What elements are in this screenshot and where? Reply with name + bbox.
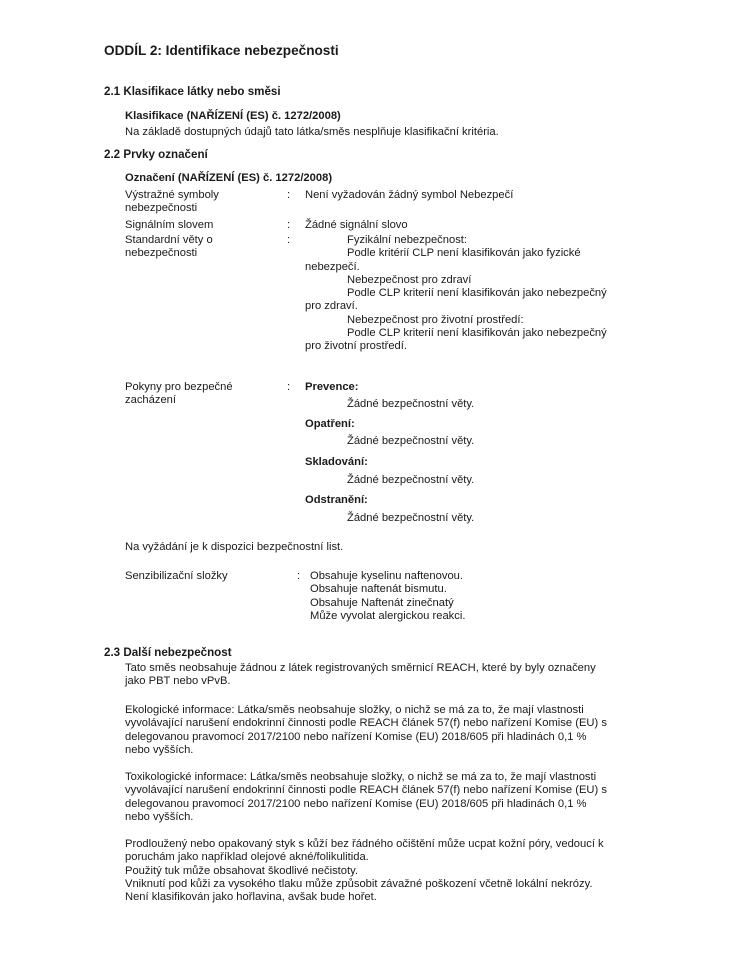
classification-text: Na základě dostupných údajů tato látka/směs nesplňuje klasifikační kritéria. xyxy=(125,126,499,138)
text-line: Tato směs neobsahuje žádnou z látek registrovaných směrnicí REACH, které by byly označeny xyxy=(125,662,596,674)
text-line: Toxikologické informace: Látka/směs neobsahuje složky, o nichž se má za to, že mají vlastnosti xyxy=(125,771,597,783)
classification-subtitle: Klasifikace (NAŘÍZENÍ (ES) č. 1272/2008) xyxy=(125,110,341,122)
response-title: Opatření: xyxy=(305,418,355,430)
env-hazard-title: Nebezpečnost pro životní prostředí: xyxy=(347,313,524,326)
hazard-statements-block xyxy=(305,234,645,354)
section-2-1-title: 2.1 Klasifikace látky nebo směsi xyxy=(104,85,281,98)
text-line: Vniknutí pod kůži za vysokého tlaku může způsobit závažné poškození včetně lokální nekrózy. xyxy=(125,877,593,890)
sds-availability-note: Na vyžádání je k dispozici bezpečnostní list. xyxy=(125,541,344,553)
colon: : xyxy=(287,219,291,231)
text-line: vyvolávající narušení endokrinní činnosti podle REACH článek 57(f) nebo nařízení Komise (EU) s xyxy=(125,784,607,797)
prevention-title: Prevence: xyxy=(305,381,359,393)
symbols-label: Výstražné symboly nebezpečnosti xyxy=(125,189,219,215)
disposal-title: Odstranění: xyxy=(305,494,368,506)
colon: : xyxy=(287,381,291,393)
colon: : xyxy=(287,234,291,246)
sensitizer-line: Obsahuje naftenát bismutu. xyxy=(310,583,447,596)
text-line: Ekologické informace: Látka/směs neobsahuje složky, o nichž se má za to, že mají vlastnosti xyxy=(125,704,584,716)
sensitizer-line: Obsahuje kyselinu naftenovou. xyxy=(310,570,463,582)
signal-word-value: Žádné signální slovo xyxy=(305,219,408,231)
text-line: vyvolávající narušení endokrinní činnosti podle REACH článek 57(f) nebo nařízení Komise (EU) s xyxy=(125,717,607,730)
text-line: jako PBT nebo vPvB. xyxy=(125,675,231,688)
text-line: Není klasifikován jako hořlavina, avšak bude hořet. xyxy=(125,891,377,904)
storage-text: Žádné bezpečnostní věty. xyxy=(347,474,475,486)
prevention-text: Žádné bezpečnostní věty. xyxy=(347,398,475,410)
text-line: poruchám jako například olejové akné/folikulitida. xyxy=(125,851,369,864)
physical-hazard-title: Fyzikální nebezpečnost: xyxy=(347,234,468,246)
physical-hazard-line: Podle kritérií CLP není klasifikován jako fyzické xyxy=(347,247,581,260)
text-line: delegovanou pravomocí 2017/2100 nebo nařízení Komise (EU) 2018/605 při hladinách 0,1 % xyxy=(125,730,587,743)
health-hazard-title: Nebezpečnost pro zdraví xyxy=(347,273,472,286)
ecological-info-paragraph xyxy=(125,704,715,757)
text-line: delegovanou pravomocí 2017/2100 nebo nařízení Komise (EU) 2018/605 při hladinách 0,1 % xyxy=(125,797,587,810)
precaution-label: Pokyny pro bezpečné zacházení xyxy=(125,381,233,407)
health-hazard-line: Podle CLP kriterií není klasifikován jako nebezpečný xyxy=(347,287,607,300)
colon: : xyxy=(287,189,291,201)
text-line: nebo vyšších. xyxy=(125,810,194,823)
sensitizer-line: Může vyvolat alergickou reakci. xyxy=(310,609,466,622)
physical-hazard-line: nebezpečí. xyxy=(305,260,360,273)
signal-word-label: Signálním slovem xyxy=(125,219,214,231)
section-2-3-title: 2.3 Další nebezpečnost xyxy=(104,646,232,659)
symbols-value: Není vyžadován žádný symbol Nebezpečí xyxy=(305,189,514,201)
env-hazard-line: Podle CLP kriterií není klasifikován jako nebezpečný xyxy=(347,327,607,340)
sensitizer-label: Senzibilizační složky xyxy=(125,570,228,582)
labelling-subtitle: Označení (NAŘÍZENÍ (ES) č. 1272/2008) xyxy=(125,172,333,184)
section-2-2-title: 2.2 Prvky označení xyxy=(104,148,208,161)
colon: : xyxy=(297,570,301,582)
skin-contact-paragraph xyxy=(125,838,715,904)
env-hazard-line: pro životní prostředí. xyxy=(305,340,407,353)
text-line: nebo vyšších. xyxy=(125,743,194,756)
toxicological-info-paragraph xyxy=(125,771,715,824)
response-text: Žádné bezpečnostní věty. xyxy=(347,435,475,447)
storage-title: Skladování: xyxy=(305,456,368,468)
sensitizer-line: Obsahuje Naftenát zinečnatý xyxy=(310,596,454,609)
reach-paragraph xyxy=(125,662,715,689)
sensitizer-list xyxy=(310,570,465,623)
section-title: ODDÍL 2: Identifikace nebezpečnosti xyxy=(104,43,339,58)
text-line: Použitý tuk může obsahovat škodlivé nečistoty. xyxy=(125,864,358,877)
text-line: Prodloužený nebo opakovaný styk s kůží bez řádného očištění může ucpat kožní póry, vedoucí k xyxy=(125,838,604,850)
disposal-text: Žádné bezpečnostní věty. xyxy=(347,512,475,524)
hazard-statements-label: Standardní věty o nebezpečnosti xyxy=(125,234,213,260)
health-hazard-line: pro zdraví. xyxy=(305,300,358,313)
